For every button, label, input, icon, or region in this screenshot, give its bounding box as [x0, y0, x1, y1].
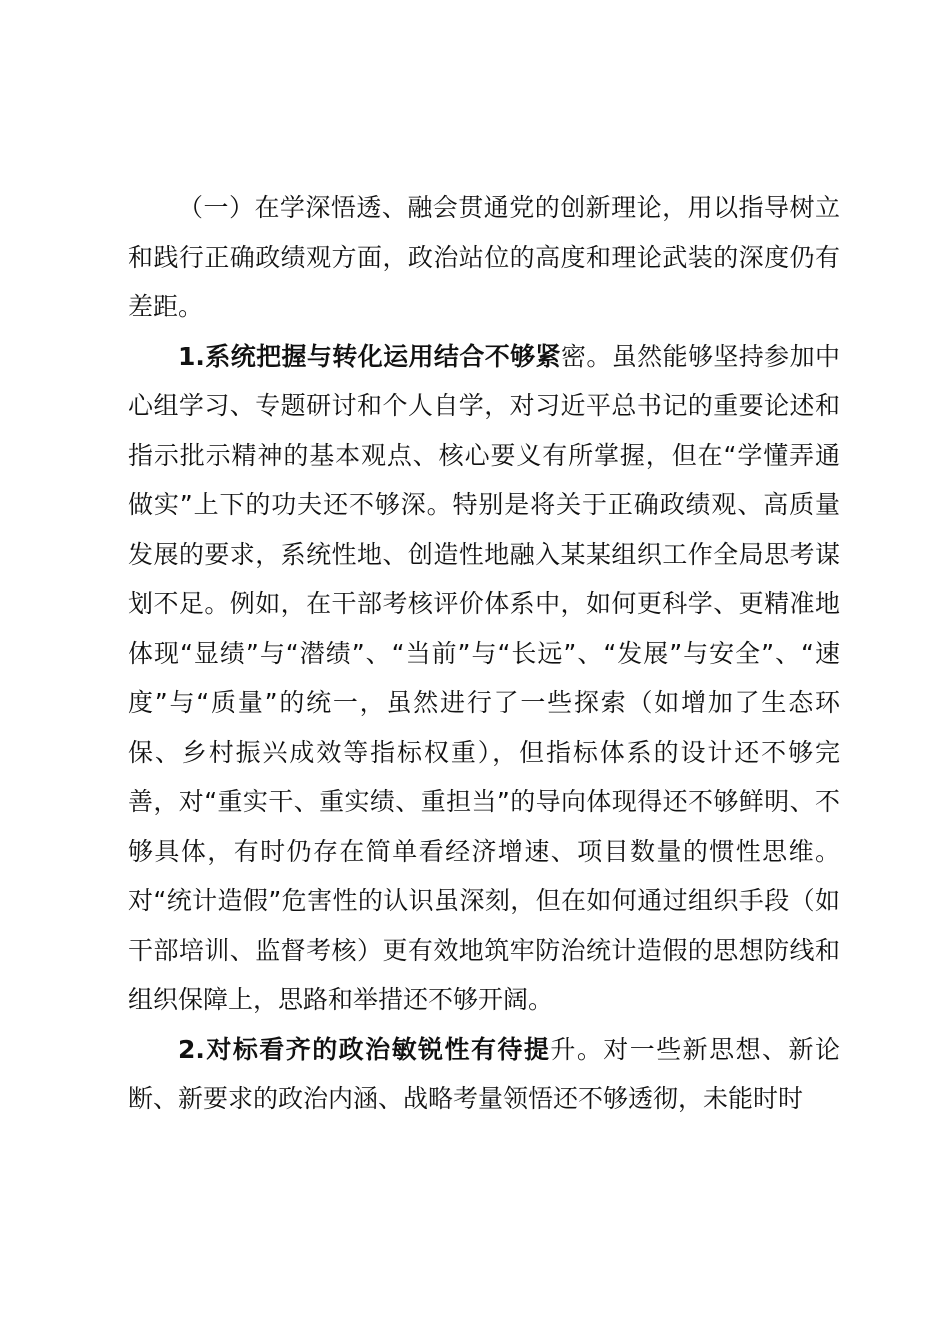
- document-body: [128, 183, 840, 1124]
- point-1-heading: 1.系统把握与转化运用结合不够紧: [178, 341, 561, 371]
- section-heading: （一）在学深悟透、融会贯通党的创新理论，用以指导树立和践行正确政绩观方面，政治站位的高度和理论武装的深度仍有差距。: [128, 193, 840, 321]
- point-1-paragraph: [128, 332, 840, 1025]
- point-2-body: 升。对一些新思想、新论断、新要求的政治内涵、战略考量领悟还不够透彻，未能时时: [128, 1034, 840, 1113]
- point-2-paragraph: [128, 1025, 840, 1124]
- point-2-heading: 2.对标看齐的政治敏锐性有待提: [178, 1034, 551, 1064]
- point-1-body: 密。虽然能够坚持参加中心组学习、专题研讨和个人自学，对习近平总书记的重要论述和指示批示精神的基本观点、核心要义有所掌握，但在“学懂弄通做实”上下的功夫还不够深。特别是将关于正确政绩观、高质量发展的要求，系统性地、创造性地融入某某组织工作全局思考谋划不足。例如，在干部考核评价体系中，如何更科学、更精准地体现“显绩”与“潜绩”、“当前”与“长远”、“发展”与安全”、“速度”与“质量”的统一，虽然进行了一些探索（如增加了生态环保、乡村振兴成效等指标权重），但指标体系的设计还不够完善，对“重实干、重实绩、重担当”的导向体现得还不够鲜明、不够具体，有时仍存在简单看经济增速、项目数量的惯性思维。对“统计造假”危害性的认识虽深刻，但在如何通过组织手段（如干部培训、监督考核）更有效地筑牢防治统计造假的思想防线和组织保障上，思路和举措还不够开阔。: [128, 341, 840, 1014]
